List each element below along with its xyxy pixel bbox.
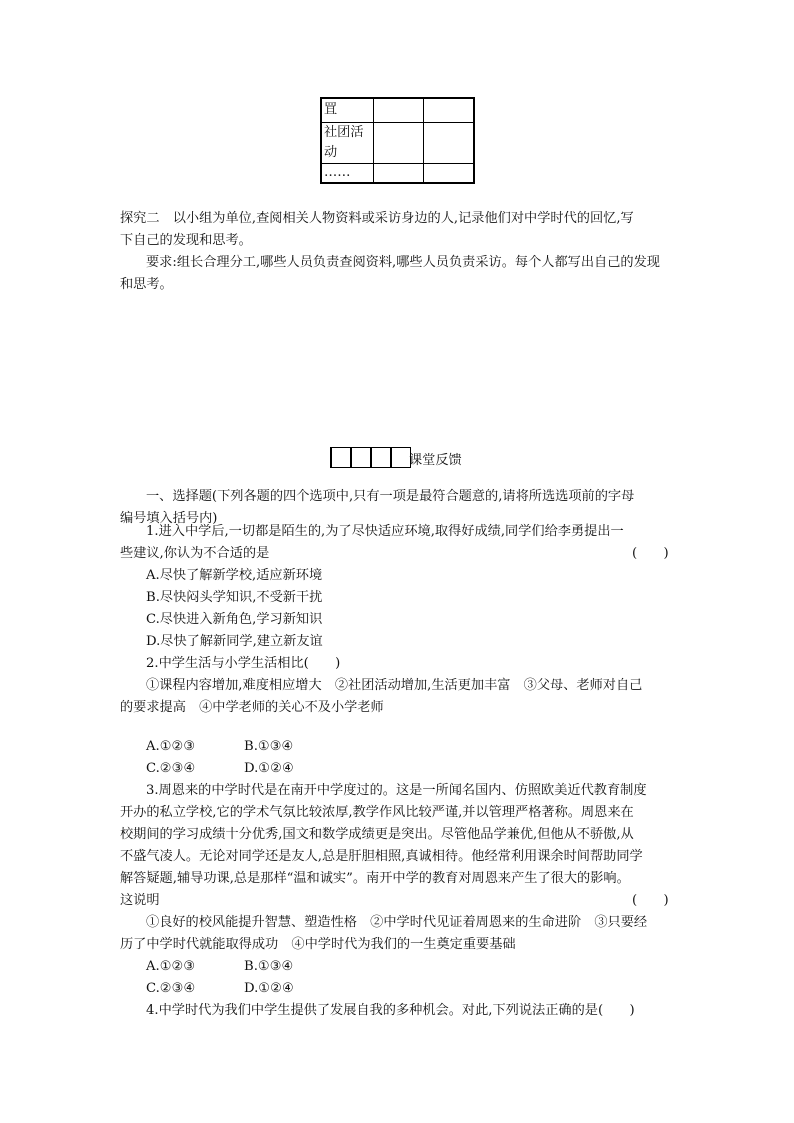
q1-option-a: A.尽快了解新学校,适应新环境 [146,568,323,583]
q2-option-d: D.①②④ [244,761,294,776]
table-cell: 社团活动 [321,122,374,163]
activity-table [320,97,475,184]
square-box [390,447,411,468]
table-cell [424,163,475,183]
q3-line7: ①良好的校风能提升智慧、塑造性格 ②中学时代见证着周恩来的生命进阶 ③只要经 [146,915,648,930]
q3-line1: 3.周恩来的中学时代是在南开中学度过的。这是一所闻名国内、仿照欧美近代教育制度 [146,783,647,798]
q2-option-b: B.①③④ [244,739,294,754]
part1-line1: 一、选择题(下列各题的四个选项中,只有一项是最符合题意的,请将所选选项前的字母 [146,489,635,504]
section-boxes [330,447,410,468]
q1-line1: 1.进入中学后,一切都是陌生的,为了尽快适应环境,取得好成绩,同学们给李勇提出一 [146,524,624,539]
q3-option-c: C.②③④ [146,981,196,996]
q2-line1: 2.中学生活与小学生活相比( ) [146,656,341,671]
q3-line2: 开办的私立学校,它的学术气氛比较浓厚,教学作风比较严谨,并以管理严格著称。周恩来在 [120,805,634,820]
q3-line4: 不盛气凌人。无论对同学还是友人,总是肝胆相照,真诚相待。他经常利用课余时间帮助同学 [120,849,643,864]
q2-line3: 的要求提高 ④中学老师的关心不及小学老师 [120,700,384,715]
table-cell [424,98,475,122]
table-cell [424,122,475,163]
square-box [350,447,371,468]
q2-option-c: C.②③④ [146,761,196,776]
q3-line3: 校期间的学习成绩十分优秀,国文和数学成绩更是突出。尽管他品学兼优,但他从不骄傲,从 [120,827,634,842]
explore2-line2: 下自己的发现和思考。 [120,233,252,248]
explore2-req-line1: 要求:组长合理分工,哪些人员负责查阅资料,哪些人员负责采访。每个人都写出自己的发现 [146,255,660,270]
q3-line8: 历了中学时代就能取得成功 ④中学时代为我们的一生奠定重要基础 [120,937,516,952]
q3-option-b: B.①③④ [244,959,294,974]
q3-option-a: A.①②③ [146,959,196,974]
section-title: 课堂反馈 [409,453,462,468]
explore2-line1: 探究二 以小组为单位,查阅相关人物资料或采访身边的人,记录他们对中学时代的回忆,写 [120,211,634,226]
q3-option-d: D.①②④ [244,981,294,996]
q4-line1: 4.中学时代为我们中学生提供了发展自我的多种机会。对此,下列说法正确的是( ) [146,1003,635,1018]
table-cell: 罝 [321,98,374,122]
q1-line2: 些建议,你认为不合适的是 [120,546,270,561]
table-cell [374,122,424,163]
square-box [370,447,391,468]
q2-option-a: A.①②③ [146,739,196,754]
square-box [330,447,351,468]
q2-line2: ①课程内容增加,难度相应增大 ②社团活动增加,生活更加丰富 ③父母、老师对自己 [146,678,643,693]
table-cell [374,98,424,122]
q3-line6: 这说明 [120,893,160,908]
answer-bracket: ( ) [632,893,669,908]
q1-option-d: D.尽快了解新同学,建立新友谊 [146,634,323,649]
q1-option-c: C.尽快进入新角色,学习新知识 [146,612,323,627]
part1-line2: 编号填入括号内) [120,511,218,526]
q3-line5: 解答疑题,辅导功课,总是那样“温和诚实”。南开中学的教育对周恩来产生了很大的影响。 [120,871,630,886]
explore2-req-line2: 和思考。 [120,277,173,292]
table-cell [374,163,424,183]
answer-bracket: ( ) [632,546,669,561]
table-cell: …… [321,163,374,183]
q1-option-b: B.尽快闷头学知识,不受新干扰 [146,590,323,605]
